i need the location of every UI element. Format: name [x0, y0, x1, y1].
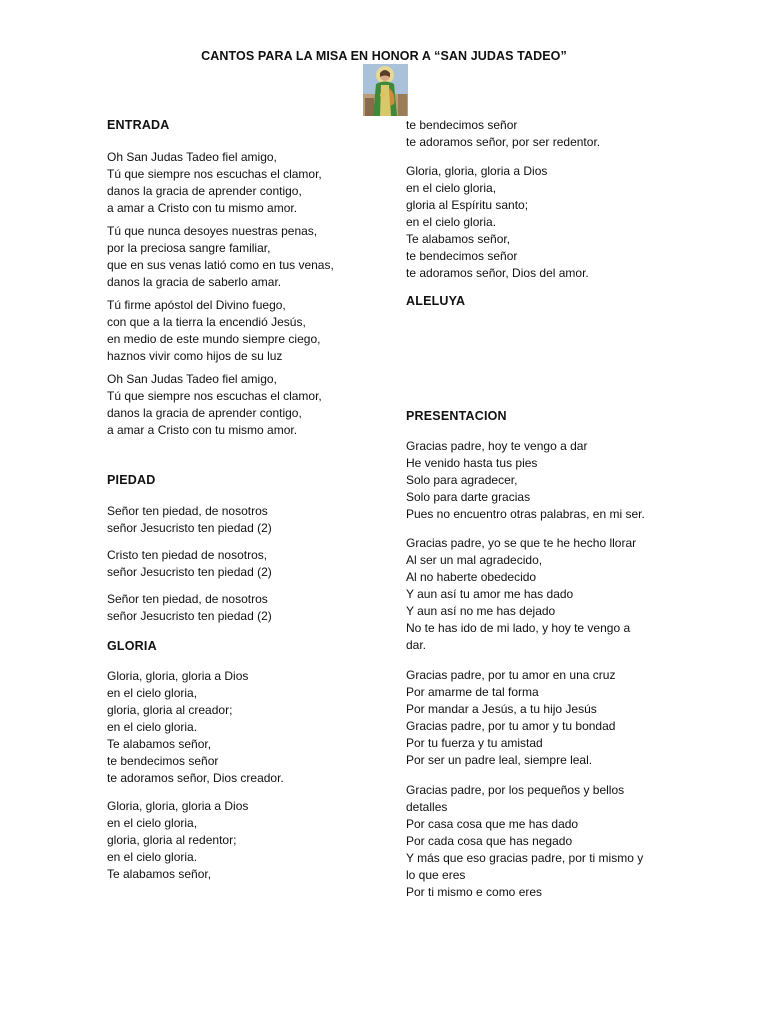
- entrada-stanza: [107, 297, 367, 365]
- lyric-line: danos la gracia de aprender contigo,: [107, 184, 302, 198]
- gloria-heading: GLORIA: [107, 639, 157, 653]
- right-column: [406, 117, 668, 901]
- gloria-stanza: [107, 668, 367, 787]
- presentacion-stanza: [406, 535, 668, 654]
- lyric-line: gloria al Espíritu santo;: [406, 198, 529, 212]
- lyric-line: Gracias padre, por los pequeños y bellos: [406, 783, 625, 797]
- lyric-line: Gracias padre, por tu amor en una cruz: [406, 668, 616, 682]
- lyric-line: lo que eres: [406, 868, 466, 882]
- lyric-line: en el cielo gloria.: [107, 720, 198, 734]
- piedad-stanza: [107, 547, 367, 581]
- lyric-line: Y más que eso gracias padre, por ti mismo y: [406, 851, 644, 865]
- aleluya-heading: ALELUYA: [406, 294, 466, 308]
- lyric-line: en el cielo gloria,: [406, 181, 497, 195]
- lyric-line: Cristo ten piedad de nosotros,: [107, 548, 268, 562]
- entrada-stanza: [107, 149, 367, 217]
- lyric-line: Por ser un padre leal, siempre leal.: [406, 753, 593, 767]
- lyric-line: Tú firme apóstol del Divino fuego,: [107, 298, 286, 312]
- lyric-line: Por tu fuerza y tu amistad: [406, 736, 543, 750]
- lyric-line: señor Jesucristo ten piedad (2): [107, 521, 272, 535]
- page-title: CANTOS PARA LA MISA EN HONOR A “SAN JUDAS TADEO”: [201, 49, 567, 63]
- lyric-line: a amar a Cristo con tu mismo amor.: [107, 423, 298, 437]
- piedad-stanza: [107, 591, 367, 625]
- lyric-line: Oh San Judas Tadeo fiel amigo,: [107, 372, 277, 386]
- lyric-line: danos la gracia de saberlo amar.: [107, 275, 282, 289]
- lyric-line: Por mandar a Jesús, a tu hijo Jesús: [406, 702, 597, 716]
- lyric-line: a amar a Cristo con tu mismo amor.: [107, 201, 298, 215]
- gloria-continued-stanza: [406, 163, 668, 282]
- lyric-line: No te has ido de mi lado, y hoy te vengo a: [406, 621, 631, 635]
- presentacion-heading: PRESENTACION: [406, 409, 507, 423]
- lyric-line: gloria, gloria al creador;: [107, 703, 233, 717]
- lyric-line: detalles: [406, 800, 448, 814]
- piedad-stanza: [107, 503, 367, 537]
- lyric-line: Y aun así no me has dejado: [406, 604, 556, 618]
- lyric-line: Al ser un mal agradecido,: [406, 553, 543, 567]
- lyric-line: con que a la tierra la encendió Jesús,: [107, 315, 306, 329]
- gloria-continued-stanza: [406, 117, 668, 151]
- lyric-line: dar.: [406, 638, 427, 652]
- lyric-line: te adoramos señor, Dios creador.: [107, 771, 284, 785]
- lyric-line: Y aun así tu amor me has dado: [406, 587, 574, 601]
- lyric-line: He venido hasta tus pies: [406, 456, 538, 470]
- lyric-line: haznos vivir como hijos de su luz: [107, 349, 283, 363]
- lyric-line: te bendecimos señor: [406, 118, 518, 132]
- lyric-line: en el cielo gloria.: [107, 850, 198, 864]
- lyric-line: Tú que nunca desoyes nuestras penas,: [107, 224, 318, 238]
- presentacion-stanza: [406, 438, 668, 523]
- lyric-line: Por casa cosa que me has dado: [406, 817, 579, 831]
- lyric-line: Solo para darte gracias: [406, 490, 531, 504]
- entrada-stanza: [107, 371, 367, 439]
- lyric-line: señor Jesucristo ten piedad (2): [107, 609, 272, 623]
- lyric-line: en el cielo gloria,: [107, 816, 198, 830]
- lyric-line: te bendecimos señor: [107, 754, 219, 768]
- gloria-stanza: [107, 798, 367, 883]
- lyric-line: Oh San Judas Tadeo fiel amigo,: [107, 150, 277, 164]
- lyric-line: Te alabamos señor,: [406, 232, 511, 246]
- lyric-line: que en sus venas latió como en tus venas,: [107, 258, 334, 272]
- lyric-line: Al no haberte obedecido: [406, 570, 537, 584]
- lyric-line: Gloria, gloria, gloria a Dios: [107, 669, 249, 683]
- lyric-line: Solo para agradecer,: [406, 473, 518, 487]
- lyric-line: en el cielo gloria,: [107, 686, 198, 700]
- entrada-heading: ENTRADA: [107, 118, 170, 132]
- lyric-line: Gracias padre, por tu amor y tu bondad: [406, 719, 616, 733]
- left-column: [107, 117, 367, 883]
- piedad-heading: PIEDAD: [107, 473, 156, 487]
- lyric-line: Te alabamos señor,: [107, 867, 212, 881]
- lyric-line: te adoramos señor, Dios del amor.: [406, 266, 589, 280]
- lyric-line: Por amarme de tal forma: [406, 685, 539, 699]
- lyric-line: Gracias padre, hoy te vengo a dar: [406, 439, 588, 453]
- lyric-line: te bendecimos señor: [406, 249, 518, 263]
- lyric-line: gloria, gloria al redentor;: [107, 833, 237, 847]
- lyric-line: en el cielo gloria.: [406, 215, 497, 229]
- lyric-line: Señor ten piedad, de nosotros: [107, 592, 268, 606]
- entrada-stanza: [107, 223, 367, 291]
- lyric-line: por la preciosa sangre familiar,: [107, 241, 271, 255]
- lyric-line: danos la gracia de aprender contigo,: [107, 406, 302, 420]
- lyric-line: Gloria, gloria, gloria a Dios: [107, 799, 249, 813]
- lyric-line: Gracias padre, yo se que te he hecho llorar: [406, 536, 637, 550]
- lyric-line: te adoramos señor, por ser redentor.: [406, 135, 601, 149]
- lyric-line: Por cada cosa que has negado: [406, 834, 573, 848]
- lyric-line: Te alabamos señor,: [107, 737, 212, 751]
- lyric-line: Señor ten piedad, de nosotros: [107, 504, 268, 518]
- lyric-line: Por ti mismo e como eres: [406, 885, 543, 899]
- lyric-line: Pues no encuentro otras palabras, en mi ser.: [406, 507, 645, 521]
- lyric-line: señor Jesucristo ten piedad (2): [107, 565, 272, 579]
- saint-judas-thaddeus-image: [363, 64, 408, 116]
- presentacion-stanza: [406, 782, 668, 901]
- lyric-line: Gloria, gloria, gloria a Dios: [406, 164, 548, 178]
- lyric-line: Tú que siempre nos escuchas el clamor,: [107, 389, 322, 403]
- lyric-line: en medio de este mundo siempre ciego,: [107, 332, 321, 346]
- lyric-line: Tú que siempre nos escuchas el clamor,: [107, 167, 322, 181]
- presentacion-stanza: [406, 667, 668, 769]
